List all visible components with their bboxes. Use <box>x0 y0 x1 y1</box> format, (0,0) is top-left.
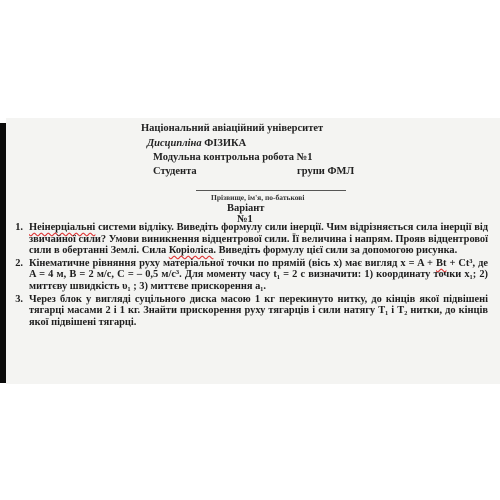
spellcheck-word-neinertsialni: Неінерціальні <box>29 222 96 233</box>
discipline-line <box>147 138 246 149</box>
discipline-label: Дисципліна <box>147 138 202 149</box>
task-number: 2. <box>15 257 23 269</box>
task-item-2 <box>10 258 488 293</box>
name-underline <box>196 190 346 191</box>
work-title: Модульна контрольна робота №1 <box>153 152 313 163</box>
variant-number: №1 <box>237 214 253 225</box>
top-blank-area <box>0 0 500 123</box>
university-title: Національний авіаційний університет <box>141 123 324 134</box>
task-text: Кінематичне рівняння руху матеріальної точки по прямій (вісь x) має вигляд x = A + Bt + Ct³, де A = 4 м, B = 2 м/с, C = – 0,5 м/с³. Для моменту часу t₁ = 2 с визначити: 1) координату точки x₁; 2) миттєву швидкість υ₁ ; 3) миттєве прискорення a₁. <box>29 257 489 292</box>
variant-label: Варіант <box>227 203 265 214</box>
student-label: Студента <box>153 166 197 177</box>
task-text: Неінерціальні системи відліку. Виведіть формулу сили інерції. Чим відрізняється сила інерції від звичайної сили? Умови виникнення відцентрової сили. Її величина і напрям. Прояв відцентрової сили в обертанні Землі. Сила Коріоліса. Виведіть формулу цієї сили за допомогою рисунка. <box>29 222 488 257</box>
task-text: Через блок у вигляді суцільного диска масою 1 кг перекинуто нитку, до кінців якої підвішені тягарці масами 2 і 1 кг. Знайти прискорення руху тягарців і сили натягу T₁ і T₂ нитки, до кінців якої підвішені тягарці. <box>29 293 488 328</box>
task-item-1 <box>10 222 488 257</box>
task-number: 1. <box>15 222 23 233</box>
task-item-3 <box>10 294 488 329</box>
spellcheck-word-bt: Bt <box>436 257 447 269</box>
name-caption: Прізвище, ім'я, по-батькові <box>211 193 305 202</box>
discipline-name: ФІЗИКА <box>204 138 247 149</box>
spellcheck-word-koriolisa: Коріоліса <box>168 245 214 257</box>
task-number: 3. <box>15 293 23 305</box>
task-list <box>10 222 488 329</box>
group-label: групи ФМЛ <box>297 166 355 177</box>
